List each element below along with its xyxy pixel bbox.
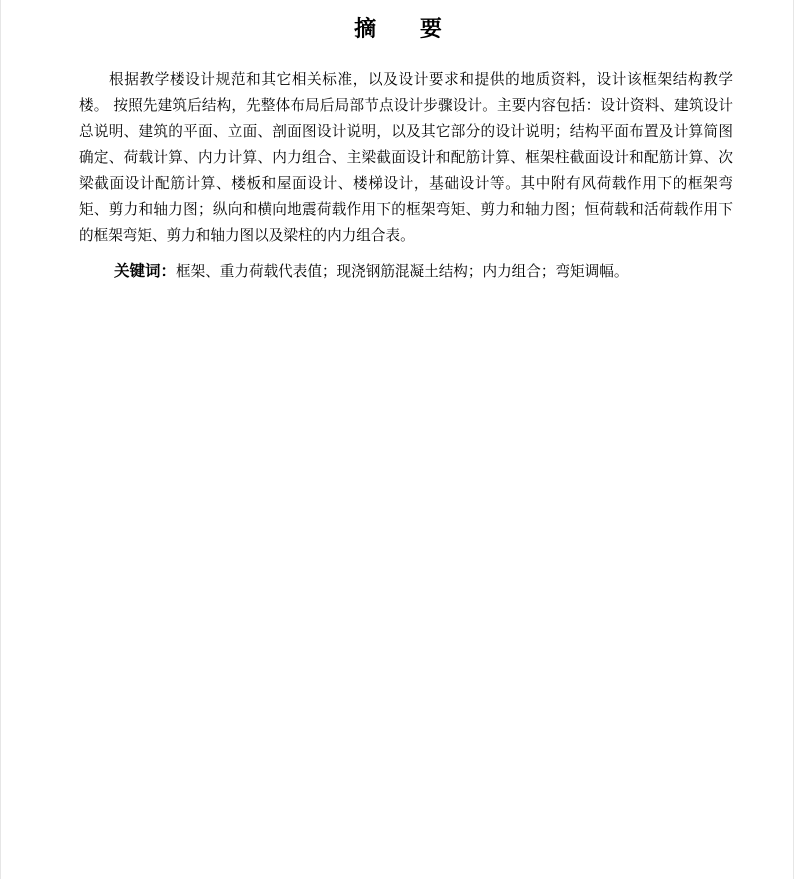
keywords-text: 框架、重力荷载代表值；现浇钢筋混凝土结构；内力组合；弯矩调幅。 xyxy=(176,263,629,280)
page-title: 摘 要 xyxy=(354,17,460,42)
keywords-line xyxy=(114,258,734,285)
abstract-paragraph: 根据教学楼设计规范和其它相关标准，以及设计要求和提供的地质资料，设计该框架结构教学楼。 按照先建筑后结构，先整体布局后局部节点设计步骤设计。主要内容包括：设计资料、建筑设计总说明、建筑的平面、立面、剖面图设计说明，以及其它部分的设计说明；结构平面布置及计算简图确定、荷载计算、内力计算、内力组合、主梁截面设计和配筋计算、框架柱截面设计和配筋计算、次梁截面设计配筋计算、楼板和屋面设计、楼梯设计，基础设计等。其中附有风荷载作用下的框架弯矩、剪力和轴力图；纵向和横向地震荷载作用下的框架弯矩、剪力和轴力图；恒荷载和活荷载作用下的框架弯矩、剪力和轴力图以及梁柱的内力组合表。 xyxy=(79,71,733,244)
keywords-label: 关键词： xyxy=(114,262,177,280)
